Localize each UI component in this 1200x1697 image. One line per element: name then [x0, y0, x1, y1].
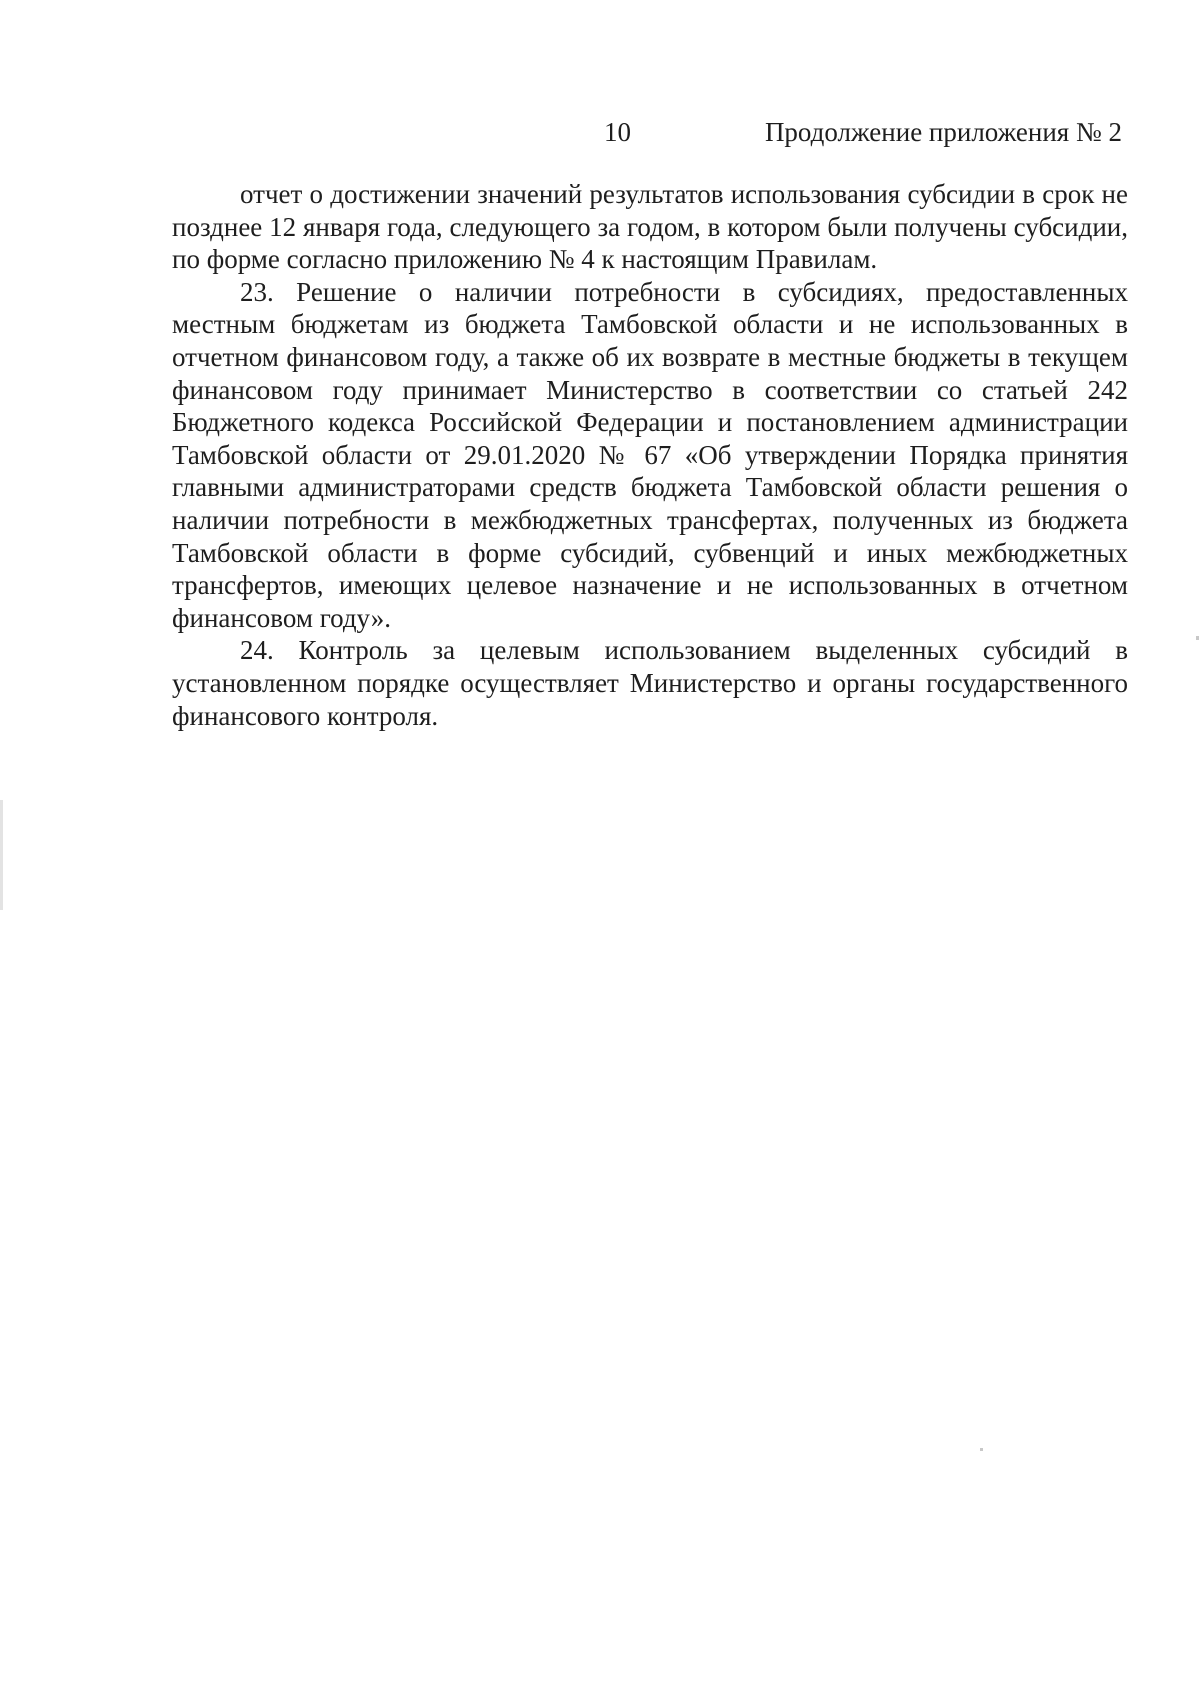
- scan-artifact: [1196, 636, 1199, 640]
- paragraph-24: 24. Контроль за целевым использованием выделенных субсидий в установленном порядке осуществляет Министерство и органы государственного финансового контроля.: [172, 635, 1128, 731]
- scan-artifact: [0, 800, 3, 910]
- paragraph-23: 23. Решение о наличии потребности в субсидиях, предоставленных местным бюджетам из бюджета Тамбовской области и не использованных в отчетном финансовом году, а также об их возврате в местные бюджеты в текущем финансовом году принимает Министерство в соответствии со статьей 242 Бюджетного кодекса Российской Федерации и постановлением администрации Тамбовской области от 29.01.2020 № 67 «Об утверждении Порядка принятия главными администраторами средств бюджета Тамбовской области решения о наличии потребности в межбюджетных трансфертах, полученных из бюджета Тамбовской области в форме субсидий, субвенций и иных межбюджетных трансфертов, имеющих целевое назначение и не использованных в отчетном финансовом году».: [172, 276, 1128, 633]
- page-header: [0, 117, 1200, 153]
- page-number: 10: [604, 117, 631, 147]
- document-body: [172, 178, 1128, 732]
- scan-artifact: [980, 1448, 983, 1451]
- paragraph-report-deadline: отчет о достижении значений результатов использования субсидии в срок не позднее 12 января года, следующего за годом, в котором были получены субсидии, по форме согласно приложению № 4 к настоящим Правилам.: [172, 179, 1128, 275]
- appendix-label: Продолжение приложения № 2: [764, 117, 1122, 147]
